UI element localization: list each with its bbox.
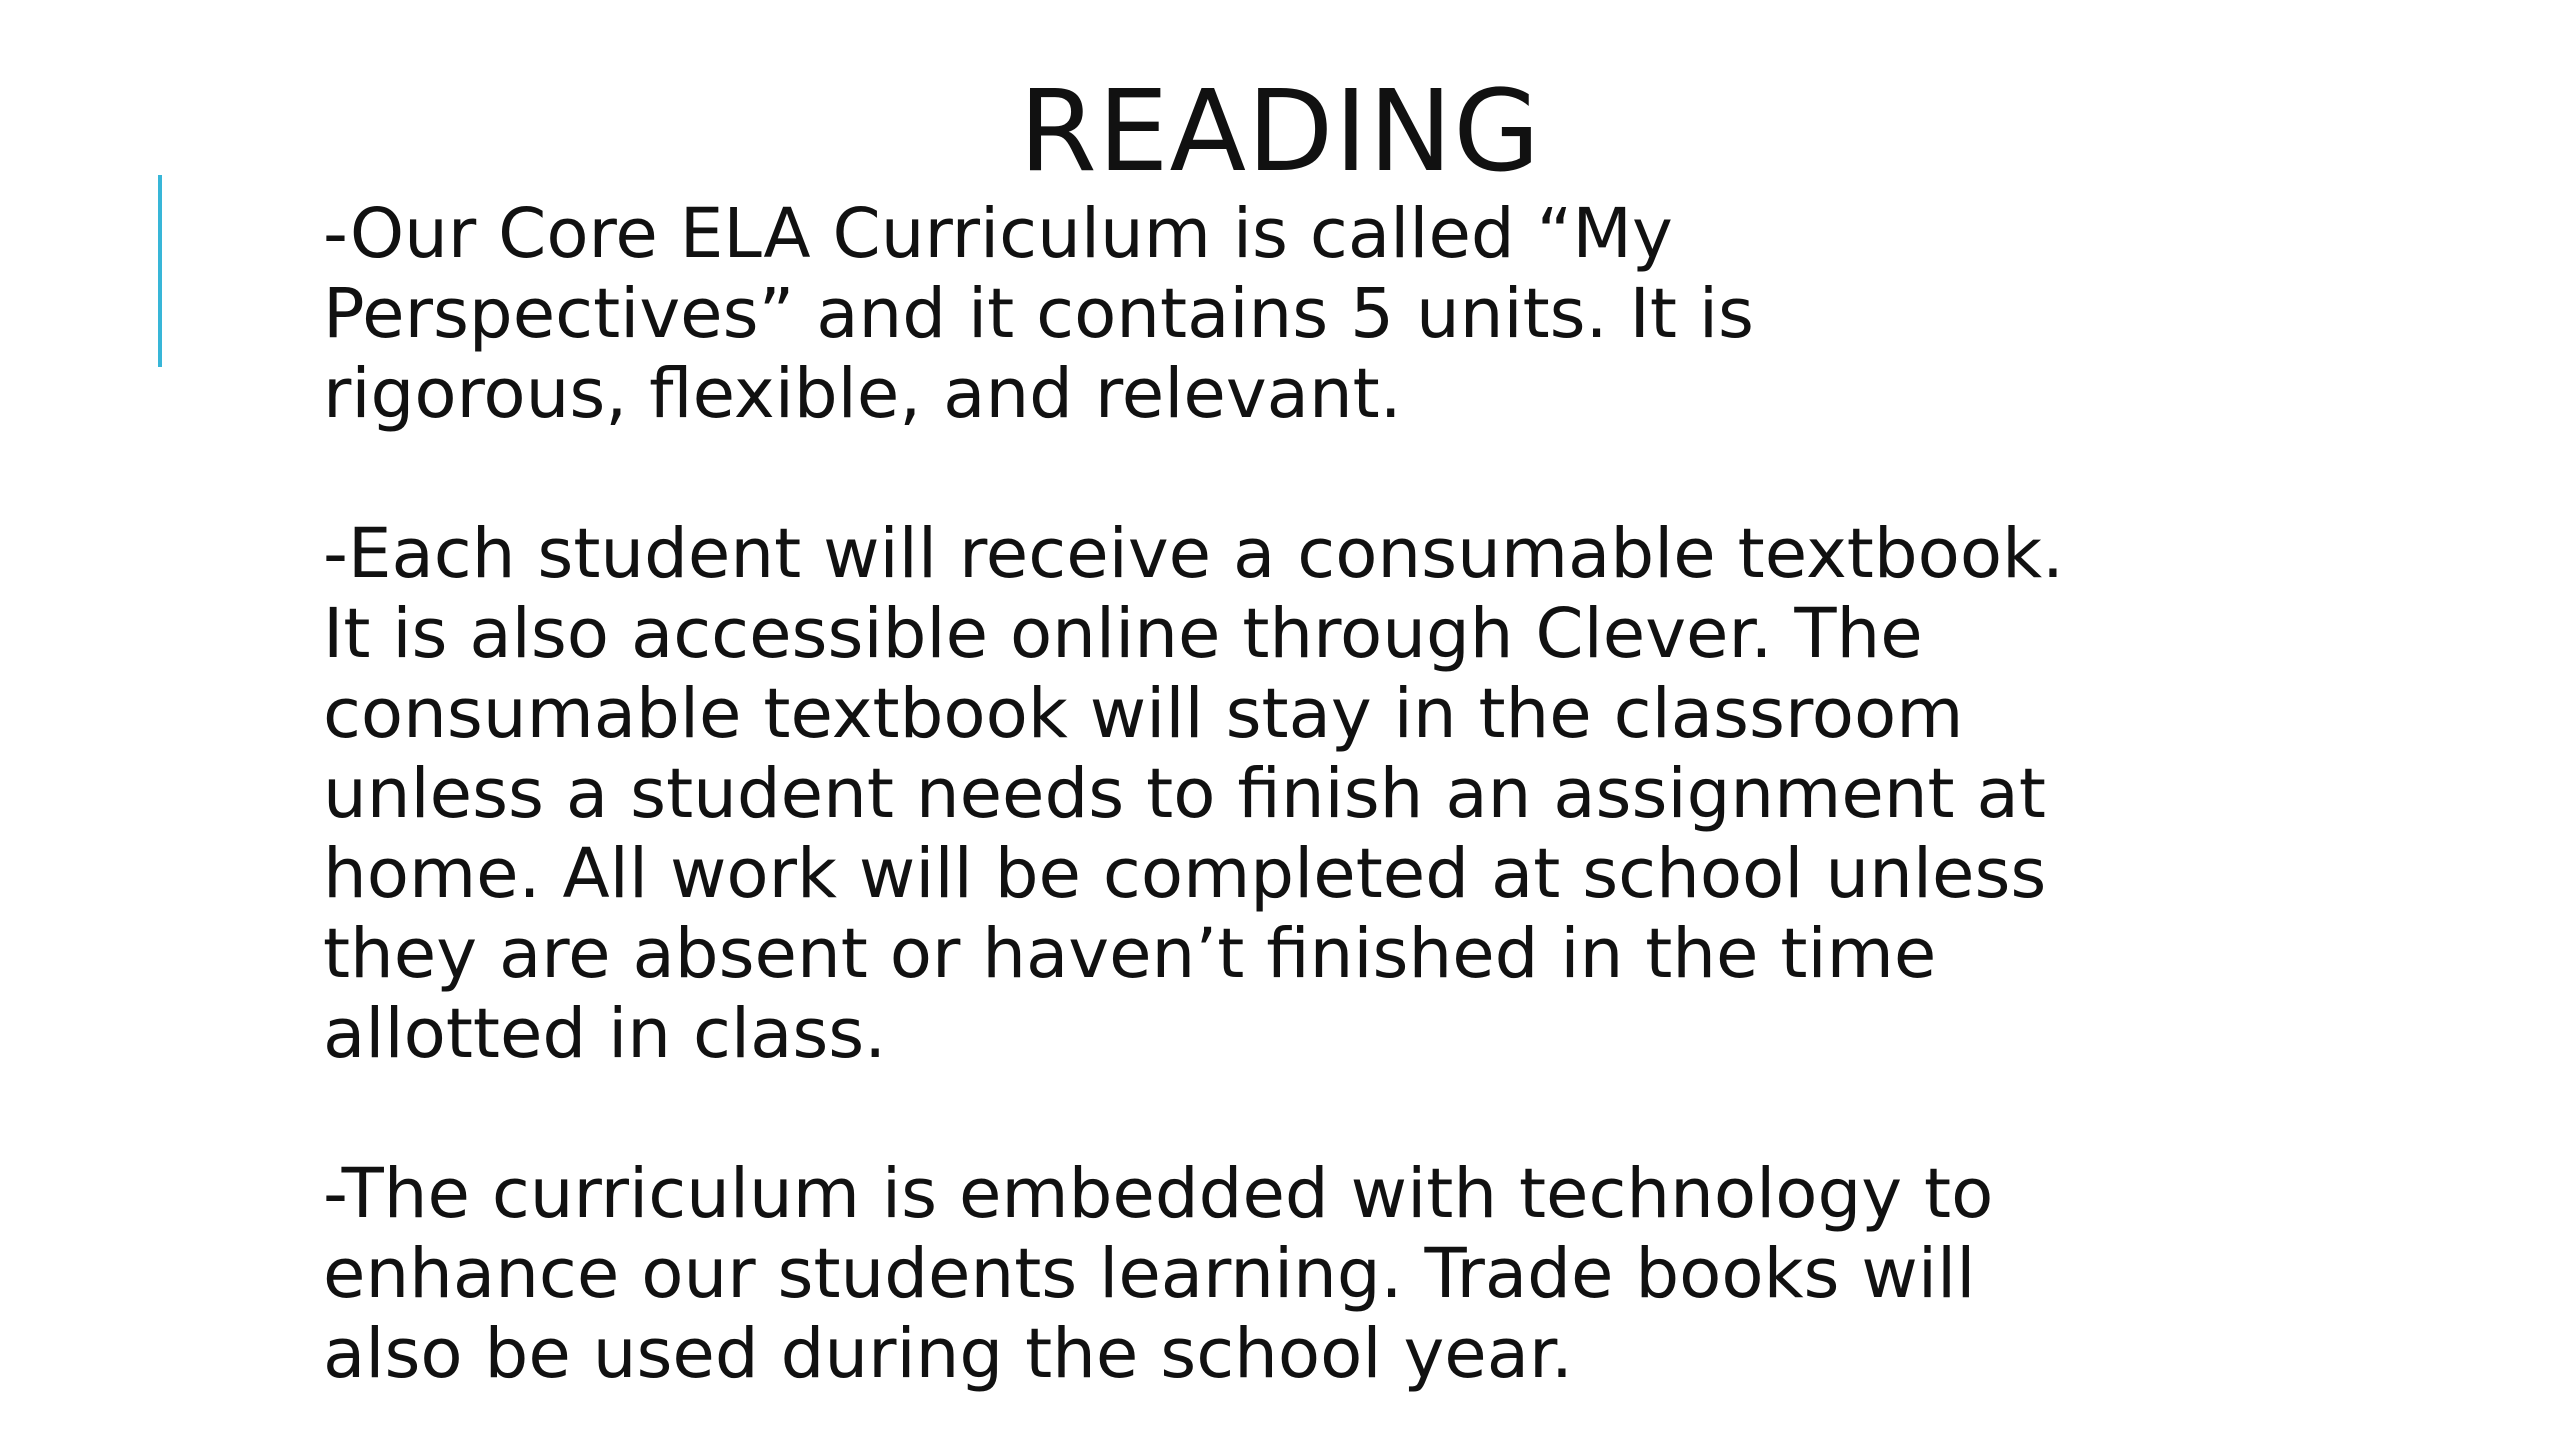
paragraph-technology: -The curriculum is embedded with technology to enhance our students learning. Trade books will also be used during the school year.	[323, 1154, 1994, 1394]
paragraph-curriculum: -Our Core ELA Curriculum is called “My Perspectives” and it contains 5 units. It is rigorous, flexible, and relevant.	[323, 194, 1754, 434]
slide-title: READING	[1018, 67, 1542, 197]
slide-body	[323, 194, 2383, 1394]
accent-bar	[158, 175, 162, 367]
paragraph-textbook: -Each student will receive a consumable textbook. It is also accessible online through Clever. The consumable textbook will stay in the classroom unless a student needs to finish an assignment at home. All work will be completed at school unless they are absent or haven’t finished in the time allotted in class.	[323, 514, 2064, 1074]
